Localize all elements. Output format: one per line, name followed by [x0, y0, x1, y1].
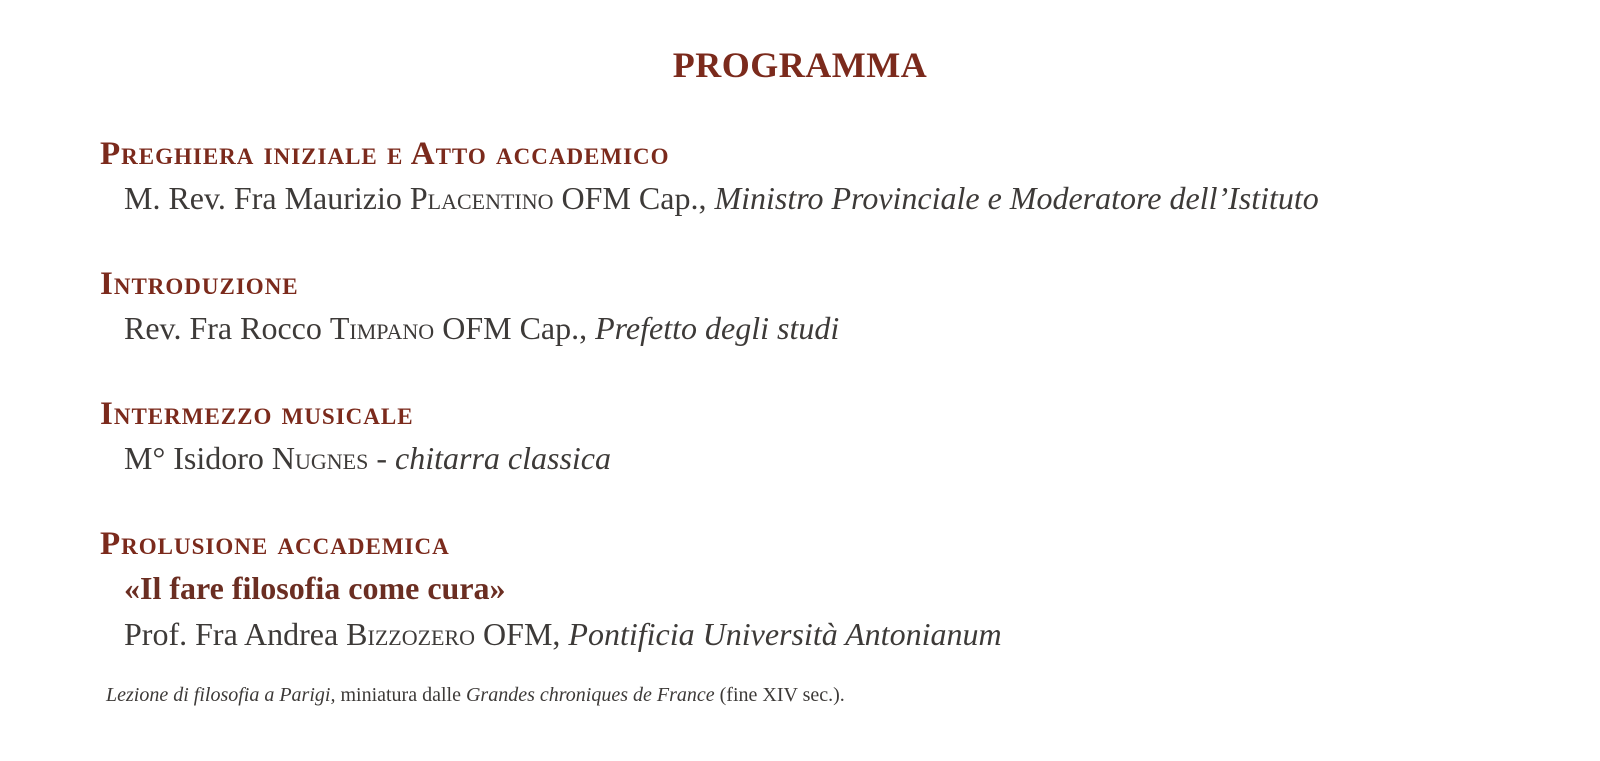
section-intermezzo — [100, 393, 1560, 481]
section-introduzione — [100, 263, 1560, 351]
section-preghiera — [100, 133, 1560, 221]
speaker-surname: Timpano — [329, 310, 435, 346]
speaker-surname: Bizzozero — [346, 616, 476, 652]
speaker-line — [124, 175, 1560, 221]
section-heading: Preghiera iniziale e Atto accademico — [100, 136, 670, 172]
speaker-order: OFM Cap., — [434, 310, 596, 346]
speaker-name: Prof. Fra Andrea — [124, 616, 347, 652]
speaker-separator: - — [368, 440, 396, 476]
speaker-line — [124, 435, 1560, 481]
section-heading: Intermezzo musicale — [100, 396, 414, 432]
caption-artwork-title: Lezione di filosofia a Parigi, — [106, 684, 336, 706]
speaker-line — [124, 611, 1560, 657]
speaker-name: M° Isidoro — [124, 440, 272, 476]
image-caption — [106, 684, 845, 707]
section-heading: Prolusione accademica — [100, 526, 450, 562]
section-heading: Introduzione — [100, 266, 299, 302]
speaker-role: chitarra classica — [395, 440, 611, 476]
speaker-name: Rev. Fra Rocco — [124, 310, 330, 346]
speaker-order: OFM Cap., — [553, 180, 715, 216]
speaker-order: OFM, — [475, 616, 569, 652]
speaker-surname: Nugnes — [271, 440, 369, 476]
talk-title: «Il fare filosofia come cura» — [124, 570, 506, 606]
speaker-surname: Placentino — [409, 180, 554, 216]
caption-date: (fine XIV sec.). — [714, 684, 845, 706]
speaker-role: Pontificia Università Antonianum — [568, 616, 1002, 652]
speaker-line — [124, 305, 1560, 351]
speaker-name: M. Rev. Fra Maurizio — [124, 180, 410, 216]
caption-text: miniatura dalle — [335, 684, 466, 706]
section-prolusione — [100, 523, 1560, 657]
caption-source-title: Grandes chroniques de France — [465, 684, 715, 706]
speaker-role: Prefetto degli studi — [595, 310, 840, 346]
page-title: PROGRAMMA — [672, 45, 928, 85]
speaker-role: Ministro Provinciale e Moderatore dell’Istituto — [714, 180, 1319, 216]
